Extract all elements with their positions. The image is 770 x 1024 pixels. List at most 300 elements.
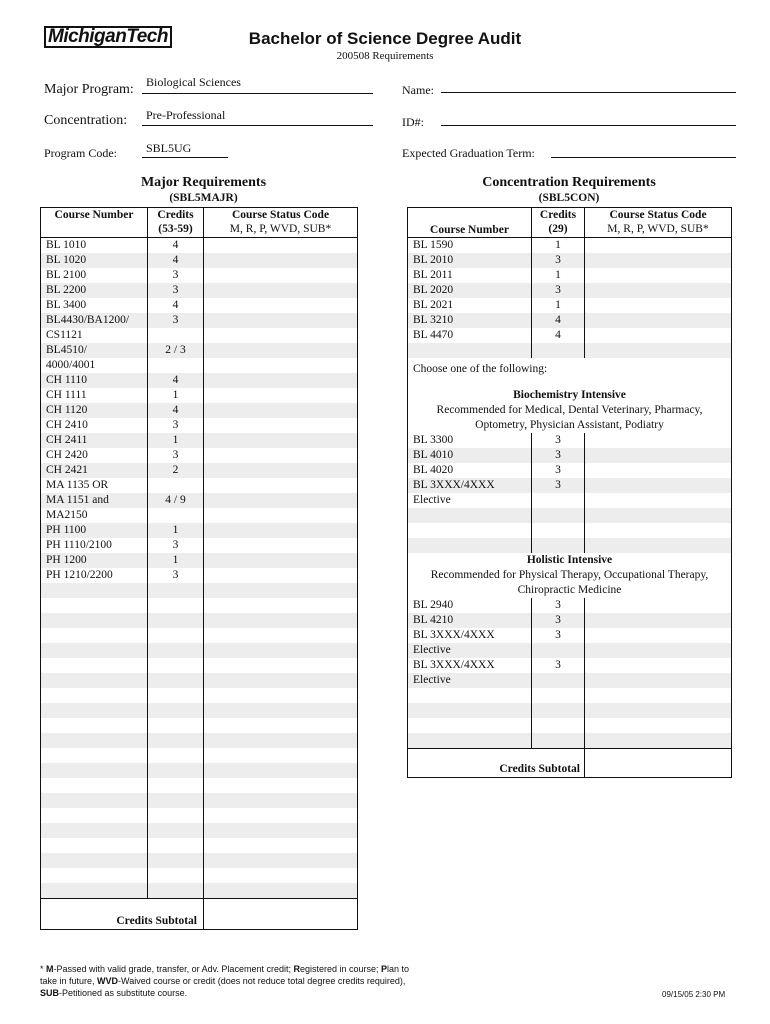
page-title: Bachelor of Science Degree Audit <box>248 29 522 48</box>
status-code-cell[interactable] <box>204 583 358 598</box>
table-row <box>408 313 732 328</box>
course-number <box>408 523 532 538</box>
program-code-value: SBL5UG <box>146 141 192 155</box>
table-row <box>41 838 358 853</box>
credits: 3 <box>148 313 204 328</box>
credits: 4 <box>148 253 204 268</box>
status-code-cell[interactable] <box>204 853 358 868</box>
table-row <box>408 343 732 358</box>
table-row <box>41 388 358 403</box>
table-row <box>41 238 358 254</box>
table-row <box>41 313 358 328</box>
major-requirements-code: (SBL5MAJR) <box>169 192 238 204</box>
credits <box>148 508 204 523</box>
status-code-cell[interactable] <box>204 358 358 373</box>
status-code-cell[interactable] <box>204 763 358 778</box>
spacer <box>408 380 732 388</box>
major-program-label: Major Program: <box>44 82 134 97</box>
credits <box>148 793 204 808</box>
credits <box>532 508 585 523</box>
course-number: 4000/4001 <box>46 359 96 371</box>
course-number: Elective <box>413 674 451 686</box>
status-code-cell[interactable] <box>585 313 732 328</box>
status-code-cell[interactable] <box>585 238 732 254</box>
status-code-cell[interactable] <box>204 703 358 718</box>
con-col-status: Course Status Code M, R, P, WVD, SUB* <box>585 208 732 238</box>
table-row <box>41 778 358 793</box>
name-field[interactable] <box>441 92 736 93</box>
status-code-cell[interactable] <box>204 778 358 793</box>
status-code-cell[interactable] <box>204 628 358 643</box>
course-number <box>408 343 532 358</box>
status-code-cell[interactable] <box>585 673 732 688</box>
credits: 3 <box>148 283 204 298</box>
status-code-cell[interactable] <box>204 793 358 808</box>
table-row <box>41 253 358 268</box>
table-row <box>41 718 358 733</box>
major-program-line[interactable] <box>142 93 373 94</box>
credits: 1 <box>148 388 204 403</box>
credits <box>532 718 585 733</box>
course-number <box>41 598 148 613</box>
table-row <box>41 673 358 688</box>
course-number: CH 2410 <box>46 419 88 431</box>
status-code-cell[interactable] <box>204 373 358 388</box>
credits: 4 <box>532 328 585 343</box>
credits <box>148 733 204 748</box>
credits: 3 <box>532 433 585 448</box>
course-number <box>41 703 148 718</box>
credits: 4 <box>148 238 204 254</box>
status-code-cell[interactable] <box>204 733 358 748</box>
major-requirements-table <box>40 207 358 930</box>
major-credits-subtotal-field[interactable] <box>204 899 358 930</box>
table-row <box>41 868 358 883</box>
course-number: BL 2010 <box>413 254 454 266</box>
table-row <box>41 538 358 553</box>
table-row <box>41 628 358 643</box>
table-row <box>408 538 732 553</box>
table-row <box>41 703 358 718</box>
course-number: CH 1111 <box>46 389 87 401</box>
credits: 2 <box>148 463 204 478</box>
table-row <box>41 763 358 778</box>
course-number: BL 2200 <box>46 284 87 296</box>
course-number <box>41 583 148 598</box>
table-row <box>41 283 358 298</box>
status-code-cell[interactable] <box>204 718 358 733</box>
course-number: BL 3XXX/4XXX <box>413 659 495 671</box>
print-timestamp: 09/15/05 2:30 PM <box>662 990 726 999</box>
table-row <box>41 733 358 748</box>
credits: 3 <box>148 448 204 463</box>
credits: 1 <box>532 298 585 313</box>
table-row <box>408 688 732 703</box>
status-code-cell[interactable] <box>204 478 358 493</box>
credits: 1 <box>148 523 204 538</box>
credits <box>148 658 204 673</box>
status-code-cell[interactable] <box>204 838 358 853</box>
course-number <box>41 628 148 643</box>
grad-term-field[interactable] <box>551 157 736 158</box>
table-row <box>41 418 358 433</box>
table-row <box>408 478 732 493</box>
course-number: BL 1020 <box>46 254 87 266</box>
course-number: CH 2420 <box>46 449 88 461</box>
table-row <box>408 283 732 298</box>
table-row <box>41 568 358 583</box>
course-number: BL 3300 <box>413 434 454 446</box>
course-number: PH 1110/2100 <box>46 539 112 551</box>
table-row <box>41 508 358 523</box>
table-row <box>408 643 732 658</box>
course-number: PH 1100 <box>46 524 87 536</box>
credits: 1 <box>532 268 585 283</box>
credits: 3 <box>532 283 585 298</box>
credits <box>148 703 204 718</box>
biochemistry-recommendation-line2-row <box>408 418 732 433</box>
credits <box>148 718 204 733</box>
concentration-requirements-code: (SBL5CON) <box>538 192 600 204</box>
concentration-value: Pre-Professional <box>146 108 226 122</box>
grad-term-label: Expected Graduation Term: <box>402 146 535 160</box>
table-row <box>41 643 358 658</box>
status-code-cell[interactable] <box>585 718 732 733</box>
table-row <box>41 583 358 598</box>
table-row <box>41 493 358 508</box>
course-number: BL 2940 <box>413 599 454 611</box>
status-code-cell[interactable] <box>585 703 732 718</box>
course-number <box>41 853 148 868</box>
table-row <box>41 298 358 313</box>
table-row <box>408 253 732 268</box>
course-number <box>41 733 148 748</box>
status-code-cell[interactable] <box>204 328 358 343</box>
table-row <box>41 523 358 538</box>
credits: 3 <box>532 463 585 478</box>
con-credits-subtotal-label: Credits Subtotal <box>499 763 580 775</box>
status-code-cell[interactable] <box>585 598 732 613</box>
status-code-footnote: * M-Passed with valid grade, transfer, or Adv. Placement credit; Registered in course; Plan to take in future, WVD-Waived course or credit (does not reduce total degree credits required), SUB-Petitioned as substitute course. <box>40 964 410 998</box>
course-number: PH 1210/2200 <box>46 569 113 581</box>
col-course-number: Course Number <box>54 209 134 221</box>
credits: 3 <box>148 538 204 553</box>
status-code-cell[interactable] <box>585 463 732 478</box>
course-number: MA 1135 OR <box>46 479 109 491</box>
course-number <box>408 733 532 749</box>
credits <box>148 883 204 899</box>
table-row <box>408 658 732 673</box>
concentration-requirements-table <box>407 207 732 778</box>
status-code-cell[interactable] <box>204 643 358 658</box>
table-row <box>41 853 358 868</box>
table-row <box>41 478 358 493</box>
table-row <box>41 613 358 628</box>
table-row <box>408 733 732 749</box>
choose-instruction: Choose one of the following: <box>413 363 548 375</box>
course-number: Elective <box>413 494 451 506</box>
status-code-cell[interactable] <box>204 268 358 283</box>
credits <box>148 763 204 778</box>
table-row <box>41 358 358 373</box>
page-subtitle: 200508 Requirements <box>336 50 434 62</box>
credits <box>148 583 204 598</box>
status-code-cell[interactable] <box>204 418 358 433</box>
status-code-cell[interactable] <box>204 868 358 883</box>
biochemistry-recommendation-line1-row <box>408 403 732 418</box>
con-col-credits: Credits (29) <box>532 208 585 238</box>
course-number: PH 1200 <box>46 554 87 566</box>
concentration-label: Concentration: <box>44 113 128 128</box>
status-code-cell[interactable] <box>204 448 358 463</box>
course-number: BL 4210 <box>413 614 454 626</box>
course-number: BL 1590 <box>413 239 454 251</box>
table-row <box>408 328 732 343</box>
credits: 4 <box>532 313 585 328</box>
table-row <box>41 373 358 388</box>
status-code-cell[interactable] <box>204 238 358 254</box>
status-code-cell[interactable] <box>204 493 358 508</box>
status-code-cell[interactable] <box>585 433 732 448</box>
status-code-cell[interactable] <box>585 628 732 643</box>
status-code-cell[interactable] <box>204 598 358 613</box>
biochemistry-intensive-title: Biochemistry Intensive <box>513 389 626 401</box>
credits: 4 <box>148 373 204 388</box>
credits: 3 <box>532 253 585 268</box>
course-number <box>41 808 148 823</box>
credits <box>148 838 204 853</box>
status-code-cell[interactable] <box>204 613 358 628</box>
course-number <box>408 508 532 523</box>
con-credits-subtotal-field[interactable] <box>585 749 732 778</box>
status-code-cell[interactable] <box>204 343 358 358</box>
status-code-cell[interactable] <box>585 523 732 538</box>
table-row <box>408 268 732 283</box>
status-code-cell[interactable] <box>585 298 732 313</box>
biochemistry-recommendation-line2: Optometry, Physician Assistant, Podiatry <box>475 419 664 431</box>
course-number: BL 4010 <box>413 449 454 461</box>
michigan-tech-logo: MichiganTech <box>44 26 172 48</box>
credits <box>148 868 204 883</box>
credits: 3 <box>148 268 204 283</box>
name-label: Name: <box>402 83 434 97</box>
credits <box>532 523 585 538</box>
course-number: BL 3210 <box>413 314 454 326</box>
holistic-intensive-title-row <box>408 553 732 568</box>
concentration-requirements-title: Concentration Requirements <box>482 175 656 190</box>
table-row <box>41 403 358 418</box>
course-number: BL 3XXX/4XXX <box>413 629 495 641</box>
col-status: Course Status Code M, R, P, WVD, SUB* <box>204 208 358 238</box>
status-code-cell[interactable] <box>204 523 358 538</box>
credits <box>148 778 204 793</box>
course-number <box>41 643 148 658</box>
course-number <box>41 838 148 853</box>
status-code-cell[interactable] <box>204 568 358 583</box>
table-row <box>41 268 358 283</box>
status-code-cell[interactable] <box>585 283 732 298</box>
status-code-cell[interactable] <box>585 613 732 628</box>
course-number: BL 1010 <box>46 239 87 251</box>
course-number <box>41 778 148 793</box>
course-number <box>41 763 148 778</box>
status-code-cell[interactable] <box>204 298 358 313</box>
credits <box>532 493 585 508</box>
table-row <box>41 463 358 478</box>
course-number: BL 2011 <box>413 269 453 281</box>
credits <box>532 673 585 688</box>
status-code-cell[interactable] <box>204 808 358 823</box>
table-row <box>41 808 358 823</box>
course-number <box>41 673 148 688</box>
status-code-cell[interactable] <box>204 748 358 763</box>
table-row <box>408 493 732 508</box>
table-row <box>408 433 732 448</box>
concentration-line[interactable] <box>142 125 373 126</box>
credits <box>148 823 204 838</box>
biochemistry-recommendation-line1: Recommended for Medical, Dental Veterinary, Pharmacy, <box>436 404 703 416</box>
course-number: BL 3400 <box>46 299 87 311</box>
credits <box>148 328 204 343</box>
credits: 3 <box>532 478 585 493</box>
course-number <box>408 718 532 733</box>
course-number: BL 3XXX/4XXX <box>413 479 495 491</box>
course-number <box>408 688 532 703</box>
credits <box>532 703 585 718</box>
course-number <box>41 823 148 838</box>
con-col-course-number: Course Number <box>430 224 509 236</box>
credits <box>532 688 585 703</box>
status-code-cell[interactable] <box>204 673 358 688</box>
status-code-cell[interactable] <box>585 343 732 358</box>
credits: 2 / 3 <box>148 343 204 358</box>
status-code-cell[interactable] <box>585 268 732 283</box>
credits <box>532 343 585 358</box>
status-code-cell[interactable] <box>204 253 358 268</box>
credits: 4 / 9 <box>148 493 204 508</box>
credits <box>148 358 204 373</box>
course-number <box>41 688 148 703</box>
status-code-cell[interactable] <box>204 403 358 418</box>
table-row <box>408 598 732 613</box>
status-code-cell[interactable] <box>585 538 732 553</box>
course-number <box>41 868 148 883</box>
holistic-recommendation-line2-row <box>408 583 732 598</box>
table-row <box>41 658 358 673</box>
credits <box>148 748 204 763</box>
id-field[interactable] <box>441 125 736 126</box>
credits <box>148 613 204 628</box>
id-label: ID#: <box>402 115 424 129</box>
table-row <box>41 748 358 763</box>
status-code-cell[interactable] <box>585 478 732 493</box>
course-number <box>41 613 148 628</box>
course-number: BL 2021 <box>413 299 454 311</box>
status-code-cell[interactable] <box>585 328 732 343</box>
table-row <box>41 343 358 358</box>
credits <box>148 643 204 658</box>
course-number: BL 2100 <box>46 269 87 281</box>
credits <box>148 808 204 823</box>
status-code-cell[interactable] <box>585 448 732 463</box>
course-number: Elective <box>413 644 451 656</box>
status-code-cell[interactable] <box>204 658 358 673</box>
major-credits-subtotal-label: Credits Subtotal <box>116 915 197 927</box>
status-code-cell[interactable] <box>204 313 358 328</box>
status-code-cell[interactable] <box>204 883 358 899</box>
table-row <box>41 793 358 808</box>
status-code-cell[interactable] <box>204 433 358 448</box>
course-number: MA2150 <box>46 509 88 521</box>
credits <box>532 538 585 553</box>
status-code-cell[interactable] <box>585 508 732 523</box>
table-row <box>41 883 358 899</box>
table-row <box>408 463 732 478</box>
table-row <box>41 553 358 568</box>
major-requirements-title: Major Requirements <box>140 175 267 190</box>
status-code-cell[interactable] <box>204 553 358 568</box>
status-code-cell[interactable] <box>204 688 358 703</box>
status-code-cell[interactable] <box>585 688 732 703</box>
table-row <box>41 598 358 613</box>
status-code-cell[interactable] <box>204 388 358 403</box>
course-number: BL 2020 <box>413 284 454 296</box>
credits: 4 <box>148 403 204 418</box>
course-number: CS1121 <box>46 329 83 341</box>
status-code-cell[interactable] <box>585 253 732 268</box>
credits: 3 <box>532 658 585 673</box>
con-subtotal-row <box>408 749 732 778</box>
credits: 3 <box>532 628 585 643</box>
table-row <box>408 703 732 718</box>
status-code-cell[interactable] <box>204 823 358 838</box>
credits: 1 <box>148 553 204 568</box>
status-code-cell[interactable] <box>204 463 358 478</box>
col-credits: Credits (53-59) <box>148 208 204 238</box>
credits <box>148 598 204 613</box>
course-number: CH 2421 <box>46 464 88 476</box>
table-row <box>408 718 732 733</box>
course-number: CH 1120 <box>46 404 88 416</box>
credits <box>148 853 204 868</box>
course-number: BL4430/BA1200/ <box>46 314 130 326</box>
table-row <box>41 688 358 703</box>
course-number <box>41 658 148 673</box>
status-code-cell[interactable] <box>585 493 732 508</box>
table-row <box>41 328 358 343</box>
status-code-cell[interactable] <box>204 508 358 523</box>
status-code-cell[interactable] <box>585 643 732 658</box>
major-program-value: Biological Sciences <box>146 75 241 89</box>
status-code-cell[interactable] <box>585 658 732 673</box>
course-number <box>41 883 148 899</box>
program-code-line[interactable] <box>142 157 228 158</box>
table-row <box>41 448 358 463</box>
status-code-cell[interactable] <box>204 538 358 553</box>
course-number <box>41 748 148 763</box>
status-code-cell[interactable] <box>204 283 358 298</box>
credits: 1 <box>532 238 585 254</box>
course-number: BL 4020 <box>413 464 454 476</box>
status-code-cell[interactable] <box>585 733 732 749</box>
credits: 1 <box>148 433 204 448</box>
credits <box>532 643 585 658</box>
credits <box>148 478 204 493</box>
credits: 3 <box>532 448 585 463</box>
course-number <box>41 718 148 733</box>
credits: 3 <box>148 418 204 433</box>
program-code-label: Program Code: <box>44 146 117 160</box>
